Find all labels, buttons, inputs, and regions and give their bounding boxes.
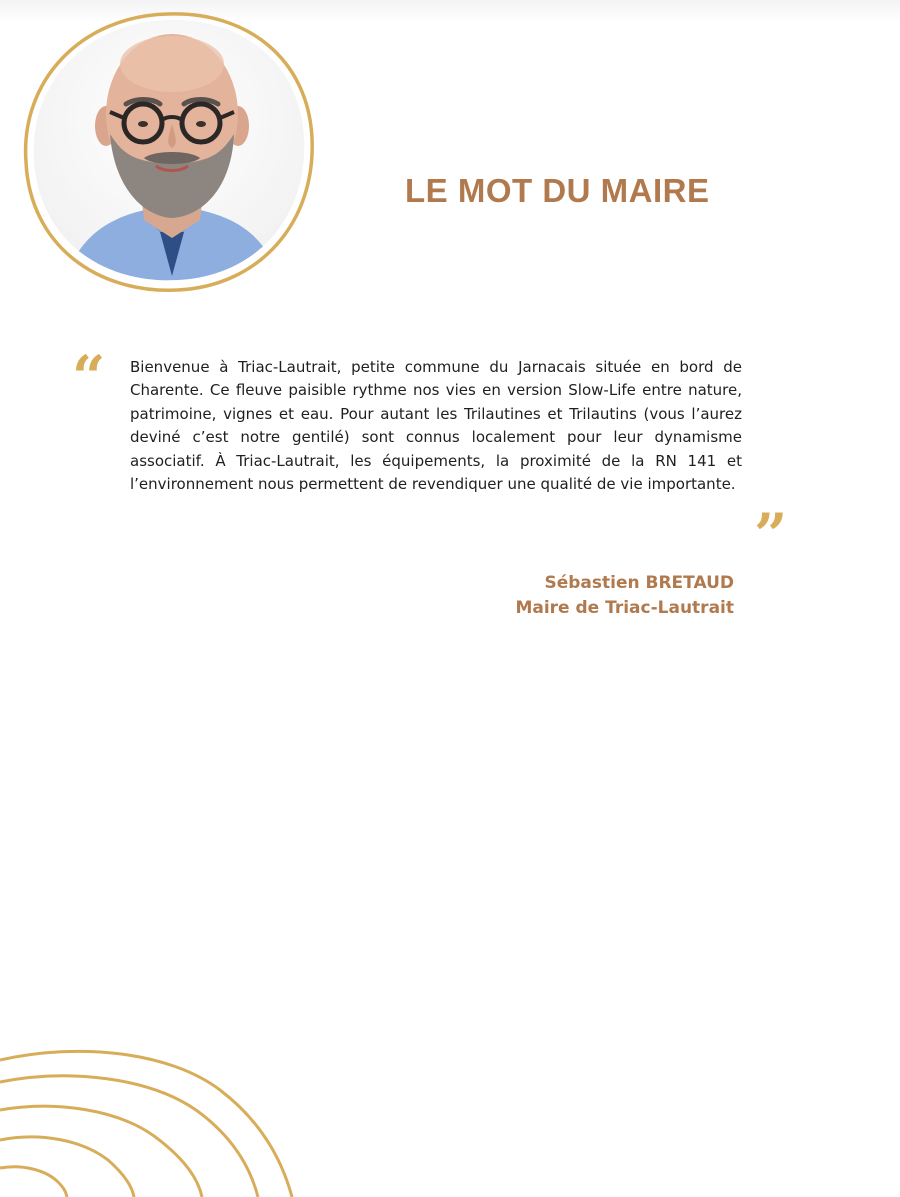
close-quote-icon: ” xyxy=(754,501,788,569)
contour-lines-icon xyxy=(0,1040,330,1197)
signature-name: Sébastien BRETAUD xyxy=(544,573,734,593)
welcome-quote-text: Bienvenue à Triac-Lautrait, petite commune du Jarnacais située en bord de Charente. Ce fleuve paisible rythme nos vies en version Slow-Life entre nature, patrimoine, vignes et eau. Pour autant les Trilautines et Trilautins (vous l’aurez deviné c’est notre gentilé) sont connus localement pour leur dynamisme associatif. À Triac-Lautrait, les équipements, la proximité de la RN 141 et l’environnement nous permettent de revendiquer une qualité de vie importante. xyxy=(130,358,742,494)
signature-role: Maire de Triac-Lautrait xyxy=(515,598,734,618)
page-title: LE MOT DU MAIRE xyxy=(405,172,710,209)
contour-lines-decoration xyxy=(0,1040,330,1197)
open-quote-icon: “ xyxy=(72,343,106,411)
portrait-frame xyxy=(22,6,314,296)
mayor-portrait-icon xyxy=(22,6,314,296)
signature-block xyxy=(515,571,734,621)
